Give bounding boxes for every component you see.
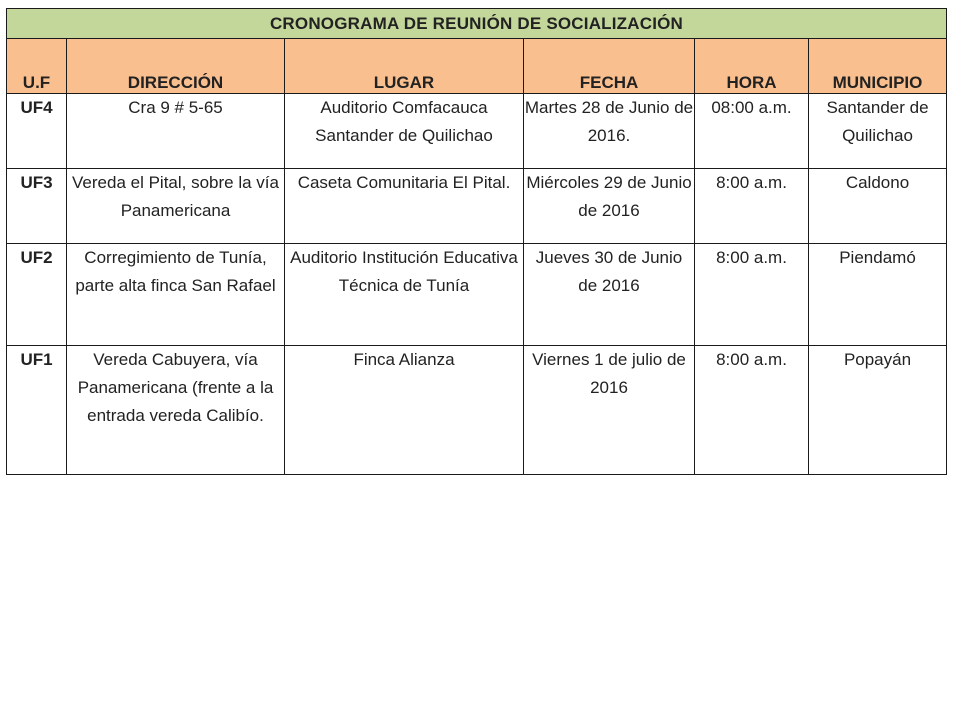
cell-direccion: Corregimiento de Tunía, parte alta finca San Rafael <box>67 244 285 346</box>
schedule-table <box>6 8 947 475</box>
cell-fecha: Miércoles 29 de Junio de 2016 <box>524 169 695 244</box>
header-hora: HORA <box>695 39 809 94</box>
cell-hora: 8:00 a.m. <box>695 169 809 244</box>
cell-lugar: Auditorio Institución Educativa Técnica de Tunía <box>285 244 524 346</box>
cell-municipio: Popayán <box>809 346 947 475</box>
header-uf: U.F <box>7 39 67 94</box>
cell-uf: UF2 <box>7 244 67 346</box>
cell-lugar: Finca Alianza <box>285 346 524 475</box>
cell-municipio: Piendamó <box>809 244 947 346</box>
table-row <box>7 244 947 346</box>
cell-uf: UF4 <box>7 94 67 169</box>
table-row <box>7 346 947 475</box>
title-row <box>7 9 947 39</box>
cell-lugar: Auditorio Comfacauca Santander de Quilichao <box>285 94 524 169</box>
table-row <box>7 169 947 244</box>
cell-hora: 08:00 a.m. <box>695 94 809 169</box>
table-title: CRONOGRAMA DE REUNIÓN DE SOCIALIZACIÓN <box>7 9 947 39</box>
header-direccion: DIRECCIÓN <box>67 39 285 94</box>
table-row <box>7 94 947 169</box>
cell-direccion: Vereda el Pital, sobre la vía Panamericana <box>67 169 285 244</box>
cell-hora: 8:00 a.m. <box>695 346 809 475</box>
cell-direccion: Vereda Cabuyera, vía Panamericana (frente a la entrada vereda Calibío. <box>67 346 285 475</box>
cell-lugar: Caseta Comunitaria El Pital. <box>285 169 524 244</box>
cell-direccion: Cra 9 # 5-65 <box>67 94 285 169</box>
cell-fecha: Viernes 1 de julio de 2016 <box>524 346 695 475</box>
header-row <box>7 39 947 94</box>
cell-hora: 8:00 a.m. <box>695 244 809 346</box>
cell-uf: UF3 <box>7 169 67 244</box>
header-municipio: MUNICIPIO <box>809 39 947 94</box>
cell-uf: UF1 <box>7 346 67 475</box>
cell-municipio: Caldono <box>809 169 947 244</box>
cell-municipio: Santander de Quilichao <box>809 94 947 169</box>
cell-fecha: Martes 28 de Junio de 2016. <box>524 94 695 169</box>
cell-fecha: Jueves 30 de Junio de 2016 <box>524 244 695 346</box>
header-fecha: FECHA <box>524 39 695 94</box>
header-lugar: LUGAR <box>285 39 524 94</box>
schedule-sheet <box>6 8 946 475</box>
